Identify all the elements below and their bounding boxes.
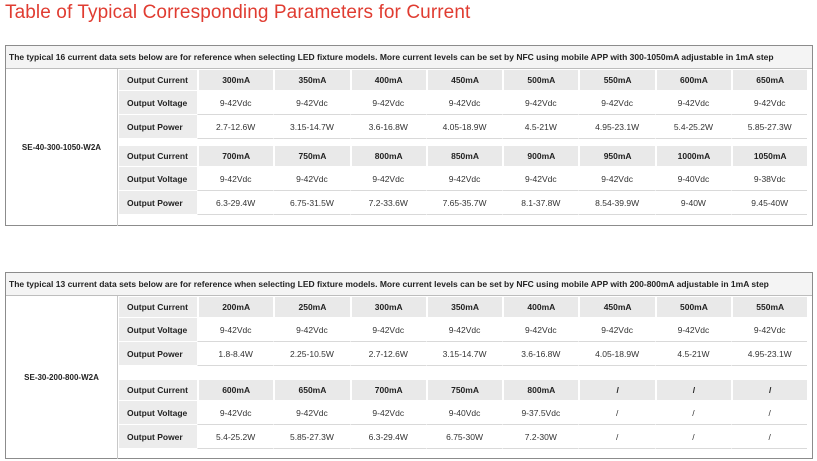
power-value: 9-40W: [655, 191, 731, 215]
power-value: 3.15-14.7W: [426, 342, 502, 366]
parameter-table-1: [5, 45, 813, 226]
voltage-value: 9-42Vdc: [731, 318, 807, 342]
current-value: 300mA: [197, 70, 273, 91]
voltage-value: 9-42Vdc: [273, 401, 349, 425]
current-value: 650mA: [731, 70, 807, 91]
power-value: 6.3-29.4W: [350, 425, 426, 449]
power-value: 8.54-39.9W: [578, 191, 654, 215]
current-value: 1000mA: [655, 146, 731, 167]
power-value: 6.3-29.4W: [197, 191, 273, 215]
current-value: 500mA: [655, 297, 731, 318]
data-grid: [118, 70, 807, 215]
current-value: /: [731, 380, 807, 401]
power-value: 4.95-23.1W: [578, 115, 654, 139]
current-value: 350mA: [273, 70, 349, 91]
current-value: 850mA: [426, 146, 502, 167]
voltage-value: 9-42Vdc: [655, 318, 731, 342]
current-value: 1050mA: [731, 146, 807, 167]
voltage-value: 9-42Vdc: [578, 167, 654, 191]
voltage-value: 9-42Vdc: [426, 318, 502, 342]
power-value: 6.75-31.5W: [273, 191, 349, 215]
power-value: 3.15-14.7W: [273, 115, 349, 139]
voltage-value: 9-42Vdc: [273, 91, 349, 115]
power-value: 5.4-25.2W: [197, 425, 273, 449]
power-value: 3.6-16.8W: [502, 342, 578, 366]
current-value: 950mA: [578, 146, 654, 167]
table-header-note: The typical 13 current data sets below are for reference when selecting LED fixture models. More current levels can be set by NFC using mobile APP with 200-800mA adjustable in 1mA step: [6, 273, 812, 296]
row-label-voltage: Output Voltage: [118, 167, 197, 191]
voltage-value: 9-42Vdc: [197, 91, 273, 115]
voltage-value: 9-42Vdc: [350, 167, 426, 191]
current-value: 900mA: [502, 146, 578, 167]
power-value: /: [578, 425, 654, 449]
current-value: 650mA: [273, 380, 349, 401]
voltage-value: 9-42Vdc: [350, 91, 426, 115]
power-value: 3.6-16.8W: [350, 115, 426, 139]
current-value: 350mA: [426, 297, 502, 318]
voltage-value: 9-42Vdc: [197, 167, 273, 191]
block-spacer: [118, 366, 807, 380]
voltage-value: 9-42Vdc: [197, 318, 273, 342]
row-label-power: Output Power: [118, 342, 197, 366]
voltage-value: 9-42Vdc: [426, 91, 502, 115]
current-value: 800mA: [350, 146, 426, 167]
current-value: 750mA: [426, 380, 502, 401]
voltage-value: 9-42Vdc: [655, 91, 731, 115]
current-value: 550mA: [578, 70, 654, 91]
voltage-value: 9-42Vdc: [731, 91, 807, 115]
current-value: 500mA: [502, 70, 578, 91]
block-spacer: [118, 139, 807, 146]
row-label-power: Output Power: [118, 425, 197, 449]
voltage-value: 9-40Vdc: [655, 167, 731, 191]
voltage-value: 9-42Vdc: [197, 401, 273, 425]
data-grid: [118, 297, 807, 449]
parameter-table-2: [5, 272, 813, 459]
power-value: 7.2-30W: [502, 425, 578, 449]
page-title: Table of Typical Corresponding Parameters for Current: [5, 2, 471, 23]
power-value: 9.45-40W: [731, 191, 807, 215]
power-value: 8.1-37.8W: [502, 191, 578, 215]
voltage-value: 9-42Vdc: [426, 167, 502, 191]
voltage-value: 9-38Vdc: [731, 167, 807, 191]
current-value: 550mA: [731, 297, 807, 318]
power-value: 4.95-23.1W: [731, 342, 807, 366]
power-value: 2.7-12.6W: [197, 115, 273, 139]
row-label-current: Output Current: [118, 380, 197, 401]
row-label-current: Output Current: [118, 297, 197, 318]
power-value: 2.7-12.6W: [350, 342, 426, 366]
current-value: 750mA: [273, 146, 349, 167]
power-value: 4.5-21W: [502, 115, 578, 139]
power-value: 7.2-33.6W: [350, 191, 426, 215]
row-label-voltage: Output Voltage: [118, 318, 197, 342]
power-value: 5.85-27.3W: [273, 425, 349, 449]
voltage-value: 9-42Vdc: [273, 318, 349, 342]
voltage-value: 9-42Vdc: [350, 318, 426, 342]
current-value: 250mA: [273, 297, 349, 318]
power-value: 4.5-21W: [655, 342, 731, 366]
current-value: 400mA: [350, 70, 426, 91]
voltage-value: 9-42Vdc: [578, 318, 654, 342]
table-header-note: The typical 16 current data sets below are for reference when selecting LED fixture models. More current levels can be set by NFC using mobile APP with 300-1050mA adjustable in 1mA step: [6, 46, 812, 69]
current-value: 300mA: [350, 297, 426, 318]
current-value: 700mA: [197, 146, 273, 167]
power-value: 5.4-25.2W: [655, 115, 731, 139]
power-value: /: [731, 425, 807, 449]
model-name: SE-40-300-1050-W2A: [6, 69, 118, 226]
current-value: 600mA: [655, 70, 731, 91]
voltage-value: 9-42Vdc: [578, 91, 654, 115]
voltage-value: /: [578, 401, 654, 425]
power-value: 1.8-8.4W: [197, 342, 273, 366]
row-label-power: Output Power: [118, 115, 197, 139]
row-label-current: Output Current: [118, 146, 197, 167]
current-value: 450mA: [578, 297, 654, 318]
power-value: 6.75-30W: [426, 425, 502, 449]
row-label-current: Output Current: [118, 70, 197, 91]
current-value: /: [578, 380, 654, 401]
voltage-value: 9-42Vdc: [350, 401, 426, 425]
voltage-value: 9-42Vdc: [502, 167, 578, 191]
voltage-value: 9-40Vdc: [426, 401, 502, 425]
voltage-value: 9-42Vdc: [273, 167, 349, 191]
voltage-value: /: [655, 401, 731, 425]
power-value: 5.85-27.3W: [731, 115, 807, 139]
voltage-value: 9-37.5Vdc: [502, 401, 578, 425]
current-value: 450mA: [426, 70, 502, 91]
voltage-value: /: [731, 401, 807, 425]
current-value: 700mA: [350, 380, 426, 401]
power-value: 2.25-10.5W: [273, 342, 349, 366]
current-value: 400mA: [502, 297, 578, 318]
power-value: 4.05-18.9W: [426, 115, 502, 139]
row-label-power: Output Power: [118, 191, 197, 215]
current-value: /: [655, 380, 731, 401]
power-value: 7.65-35.7W: [426, 191, 502, 215]
model-name: SE-30-200-800-W2A: [6, 296, 118, 459]
row-label-voltage: Output Voltage: [118, 401, 197, 425]
power-value: /: [655, 425, 731, 449]
voltage-value: 9-42Vdc: [502, 91, 578, 115]
voltage-value: 9-42Vdc: [502, 318, 578, 342]
current-value: 200mA: [197, 297, 273, 318]
current-value: 600mA: [197, 380, 273, 401]
row-label-voltage: Output Voltage: [118, 91, 197, 115]
current-value: 800mA: [502, 380, 578, 401]
power-value: 4.05-18.9W: [578, 342, 654, 366]
